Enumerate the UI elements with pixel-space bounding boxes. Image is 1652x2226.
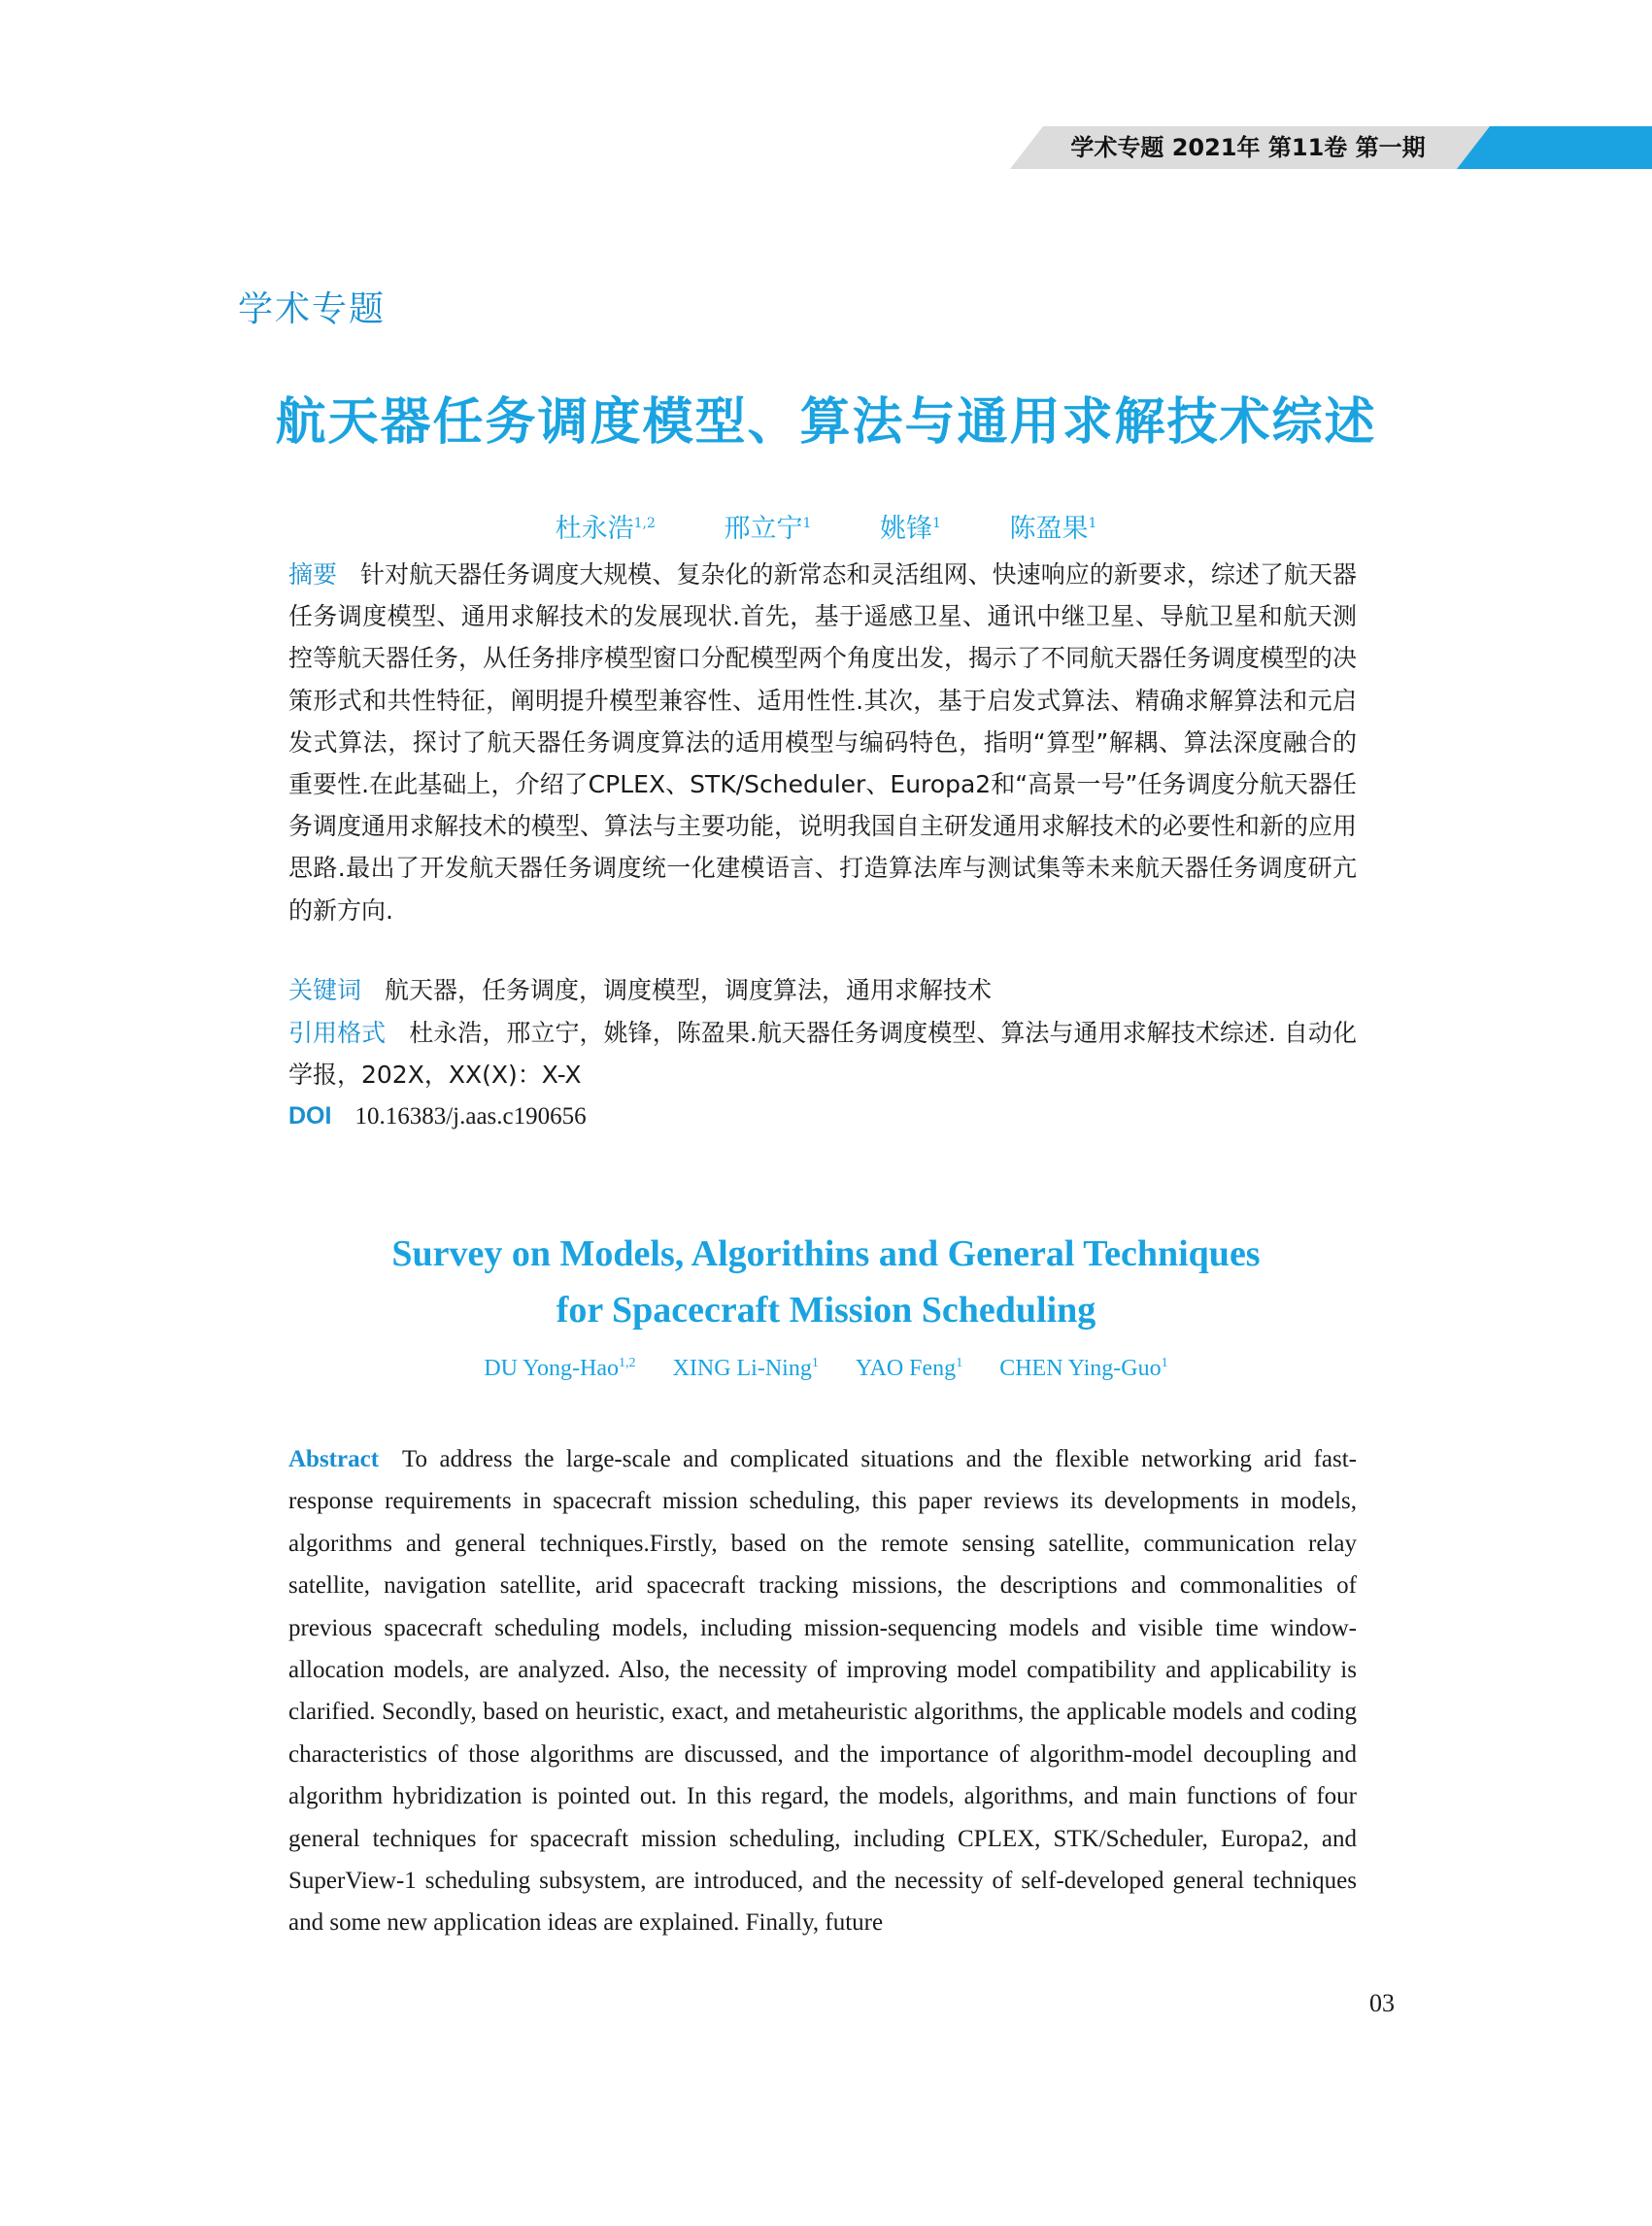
abstract-en <box>288 1438 1357 1944</box>
author-en: XING Li-Ning$^1$ <box>672 1356 819 1381</box>
paper-title-en <box>0 1226 1652 1338</box>
section-label: 学术专题 <box>238 289 387 329</box>
author-en: YAO Feng$^1$ <box>855 1356 963 1381</box>
abstract-en-label: Abstract <box>288 1446 380 1472</box>
author-cn: 姚锋$^1$ <box>879 514 941 544</box>
paper-title-en-line1: Survey on Models, Algorithins and General Techniques <box>391 1233 1261 1274</box>
doi-link[interactable]: 10.16383/j.aas.c190656 <box>354 1103 587 1130</box>
author-en: CHEN Ying-Guo$^1$ <box>999 1356 1168 1381</box>
citation-cn-text: 杜永浩，邢立宁，姚锋，陈盈果.航天器任务调度模型、算法与通用求解技术综述. 自动化学报，202X，XX(X)：X-X <box>288 1019 1357 1090</box>
paper-title-cn: 航天器任务调度模型、算法与通用求解技术综述 <box>275 393 1377 452</box>
doi <box>288 1096 1357 1137</box>
abstract-cn-label: 摘要 <box>288 560 338 589</box>
abstract-cn <box>288 554 1357 931</box>
keywords-cn-text: 航天器，任务调度，调度模型，调度算法，通用求解技术 <box>385 976 993 1004</box>
running-header-accent <box>1457 126 1652 169</box>
author-cn: 邢立宁$^1$ <box>724 514 812 544</box>
abstract-en-text: To address the large-scale and complicated situations and the flexible networking arid fast-response requirements in spacecraft mission scheduling, this paper reviews its developments in models, algorithms and general techniques.Firstly, based on the remote sensing satellite, communication relay satellite, navigation satellite, arid spacecraft tracking missions, the descriptions and commonalities of previous spacecraft scheduling models, including mission-sequencing models and visible time window-allocation models, are analyzed. Also, the necessity of improving model compatibility and applicability is clarified. Secondly, based on heuristic, exact, and metaheuristic algorithms, the applicable models and coding characteristics of those algorithms are discussed, and the importance of algorithm-model decoupling and algorithm hybridization is pointed out. In this regard, the models, algorithms, and main functions of four general techniques for spacecraft mission scheduling, including CPLEX, STK/Scheduler, Europa2, and SuperView-1 scheduling subsystem, are introduced, and the necessity of self-developed general techniques and some new application ideas are explained. Finally, future <box>288 1446 1357 1937</box>
author-list-cn <box>0 507 1652 545</box>
citation-cn-label: 引用格式 <box>288 1019 387 1047</box>
keywords-cn <box>288 969 1357 1011</box>
abstract-cn-text: 针对航天器任务调度大规模、复杂化的新常态和灵活组网、快速响应的新要求，综述了航天器任务调度模型、通用求解技术的发展现状.首先，基于遥感卫星、通讯中继卫星、导航卫星和航天测控等航天器任务，从任务排序模型窗口分配模型两个角度出发，揭示了不同航天器任务调度模型的决策形式和共性特征，阐明提升模型兼容性、适用性性.其次，基于启发式算法、精确求解算法和元启发式算法，探讨了航天器任务调度算法的适用模型与编码特色，指明“算型”解耦、算法深度融合的重要性.在此基础上，介绍了CPLEX、STK/Scheduler、Europa2和“高景一号”任务调度分航天器任务调度通用求解技术的模型、算法与主要功能，说明我国自主研发通用求解技术的必要性和新的应用思路.最出了开发航天器任务调度统一化建模语言、打造算法库与测试集等未来航天器任务调度研亢的新方向. <box>288 560 1358 925</box>
author-cn: 杜永浩$^{1,2}$ <box>555 514 656 544</box>
page-number: 03 <box>1369 1989 1395 2017</box>
author-en: DU Yong-Hao$^{1,2}$ <box>484 1356 636 1381</box>
author-cn: 陈盈果$^1$ <box>1009 514 1097 544</box>
citation-cn <box>288 1012 1357 1096</box>
keywords-cn-label: 关键词 <box>288 976 362 1004</box>
running-header-title: 学术专题 2021年 第11卷 第一期 <box>1070 134 1426 161</box>
author-list-en <box>0 1356 1652 1382</box>
doi-label: DOI <box>288 1102 332 1130</box>
paper-title-en-line2: for Spacecraft Mission Scheduling <box>556 1290 1096 1331</box>
